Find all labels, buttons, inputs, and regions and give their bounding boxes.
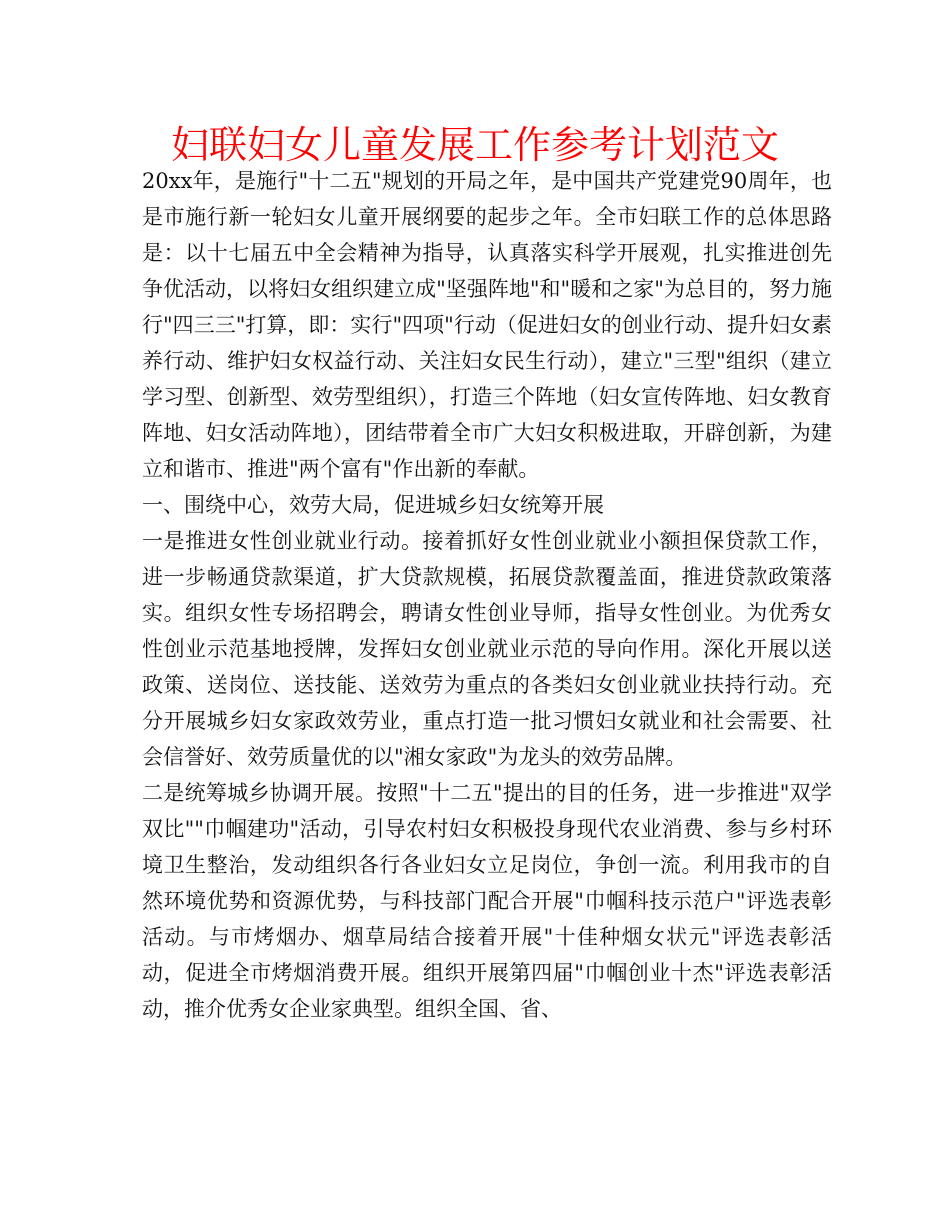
paragraph-item-1: 一是推进女性创业就业行动。接着抓好女性创业就业小额担保贷款工作，进一步畅通贷款渠道，扩大贷款规模，拓展贷款覆盖面，推进贷款政策落实。组织女性专场招聘会，聘请女性创业导师，指导女性创业。为优秀女性创业示范基地授牌，发挥妇女创业就业示范的导向作用。深化开展以送政策、送岗位、送技能、送效劳为重点的各类妇女创业就业扶持行动。充分开展城乡妇女家政效劳业，重点打造一批习惯妇女就业和社会需要、社会信誉好、效劳质量优的以"湘女家政"为龙头的效劳品牌。 <box>142 529 832 769</box>
document-body <box>142 163 832 1027</box>
paragraph-intro: 20xx年，是施行"十二五"规划的开局之年，是中国共产党建党90周年，也是市施行新一轮妇女儿童开展纲要的起步之年。全市妇联工作的总体思路是：以十七届五中全会精神为指导，认真落实科学开展观，扎实推进创先争优活动，以将妇女组织建立成"坚强阵地"和"暖和之家"为总目的，努力施行"四三三"打算，即：实行"四项"行动（促进妇女的创业行动、提升妇女素养行动、维护妇女权益行动、关注妇女民生行动），建立"三型"组织（建立学习型、创新型、效劳型组织），打造三个阵地（妇女宣传阵地、妇女教育阵地、妇女活动阵地），团结带着全市广大妇女积极进取，开辟创新，为建立和谐市、推进"两个富有"作出新的奉献。 <box>142 169 832 481</box>
document-title: 妇联妇女儿童发展工作参考计划范文 <box>170 123 779 167</box>
section-heading-1: 一、围绕中心，效劳大局，促进城乡妇女统筹开展 <box>142 493 604 517</box>
paragraph-item-2: 二是统筹城乡协调开展。按照"十二五"提出的目的任务，进一步推进"双学双比""巾帼建功"活动，引导农村妇女积极投身现代农业消费、参与乡村环境卫生整治，发动组织各行各业妇女立足岗位，争创一流。利用我市的自然环境优势和资源优势，与科技部门配合开展"巾帼科技示范户"评选表彰活动。与市烤烟办、烟草局结合接着开展"十佳种烟女状元"评选表彰活动，促进全市烤烟消费开展。组织开展第四届"巾帼创业十杰"评选表彰活动，推介优秀女企业家典型。组织全国、省、 <box>142 781 832 1021</box>
